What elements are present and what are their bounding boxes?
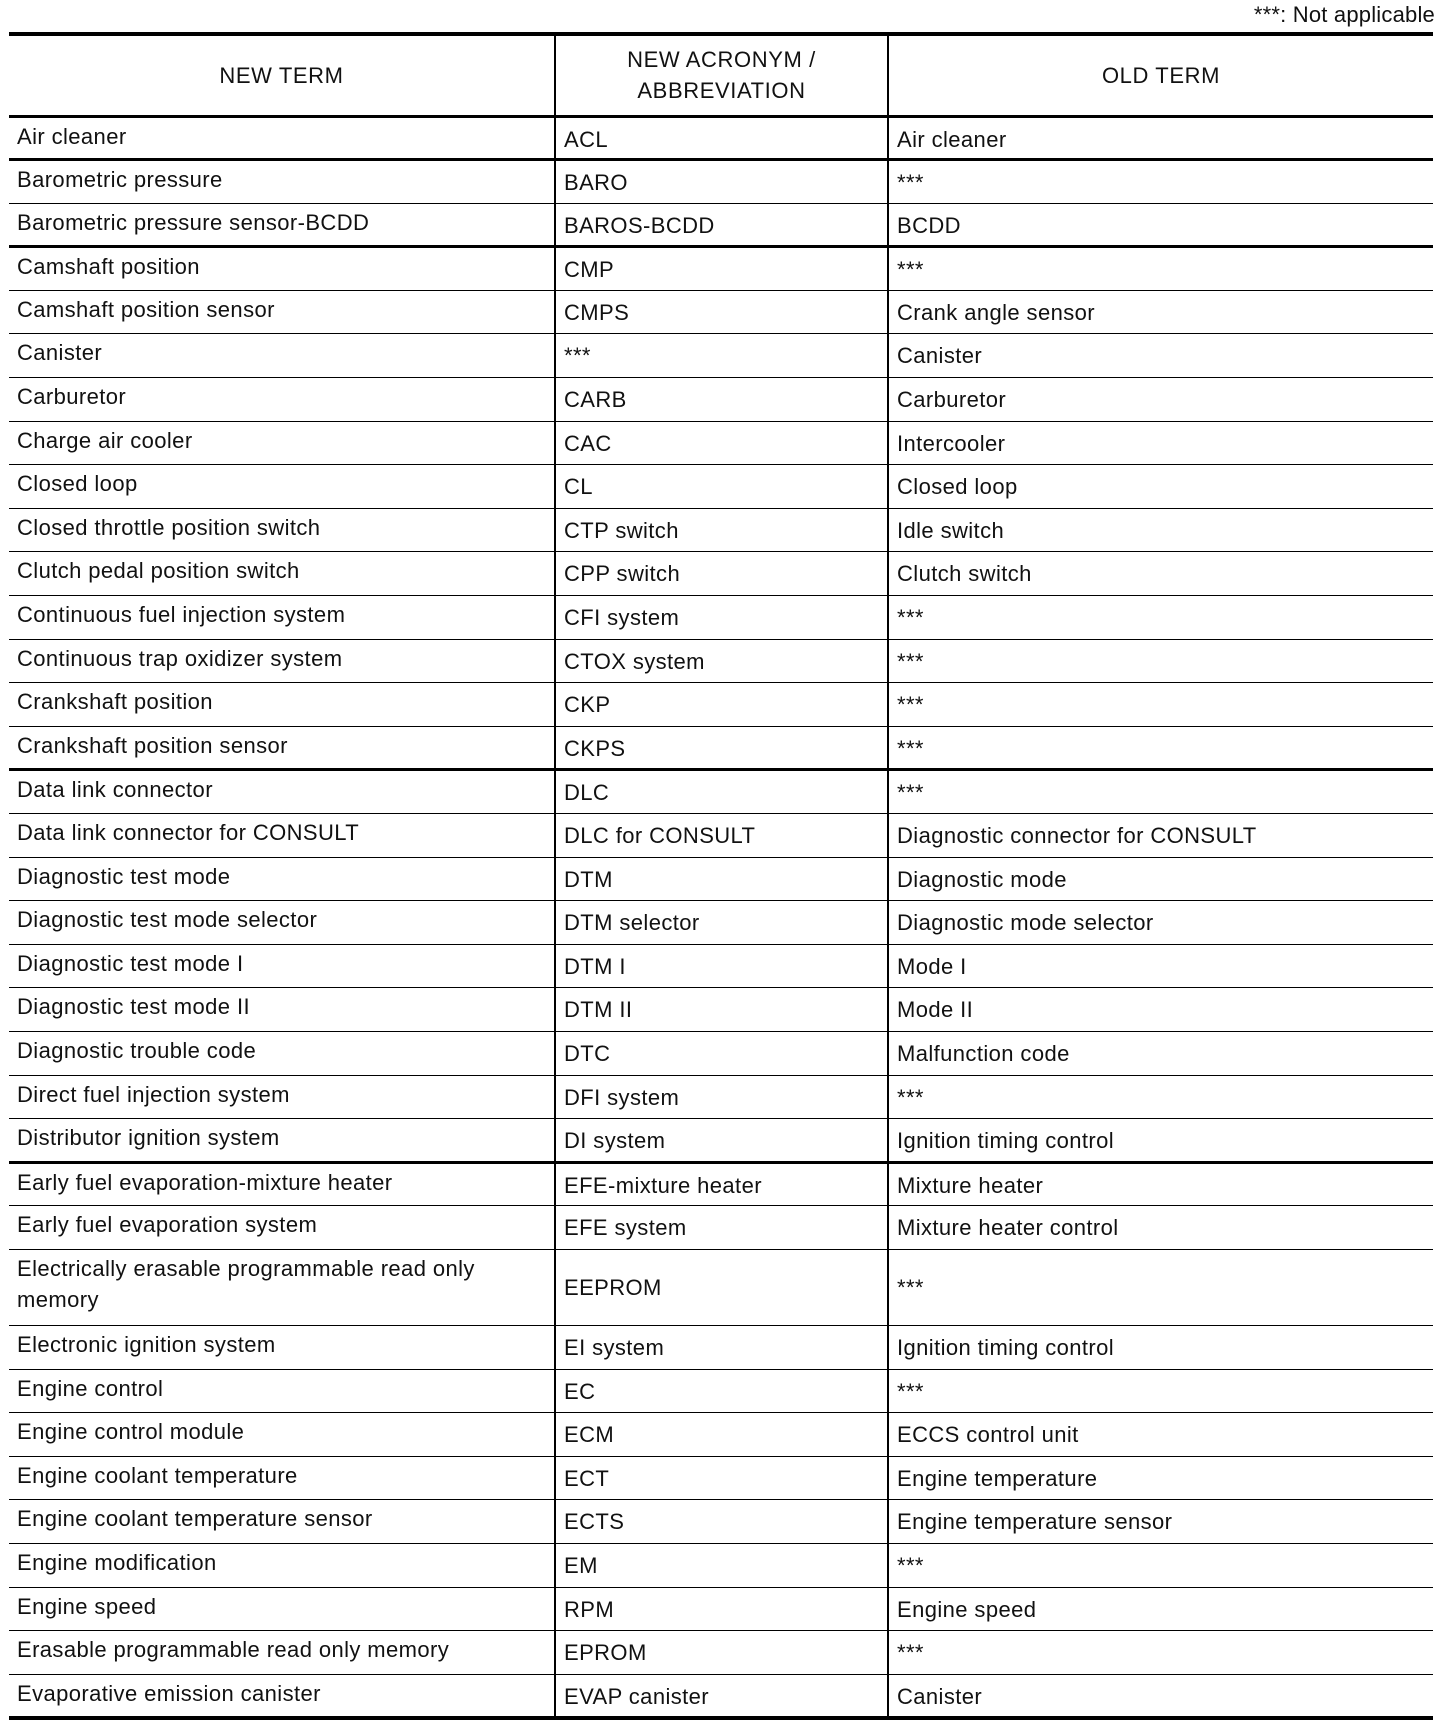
abbreviation-cell: EFE-mixture heater <box>555 1162 888 1206</box>
abbreviation-cell: DTC <box>555 1031 888 1075</box>
abbreviation-cell: CAC <box>555 421 888 465</box>
table-row <box>9 465 1433 509</box>
abbreviation-cell: CPP switch <box>555 552 888 596</box>
old-term-cell: Canister <box>888 1674 1433 1718</box>
new-term-cell: Barometric pressure <box>9 160 555 204</box>
table-row <box>9 1075 1433 1119</box>
table-row <box>9 116 1433 160</box>
abbreviation-cell: DTM <box>555 857 888 901</box>
table-row <box>9 814 1433 858</box>
old-term-cell: Diagnostic mode selector <box>888 901 1433 945</box>
table-row <box>9 1456 1433 1500</box>
abbreviation-cell: CKPS <box>555 726 888 770</box>
table-row <box>9 1674 1433 1718</box>
new-term-cell: Engine modification <box>9 1543 555 1587</box>
new-term-cell: Electrically erasable programmable read only memory <box>9 1249 555 1325</box>
old-term-cell: Carburetor <box>888 378 1433 422</box>
old-term-cell: Mixture heater control <box>888 1206 1433 1250</box>
old-term-cell: Intercooler <box>888 421 1433 465</box>
old-term-cell: BCDD <box>888 203 1433 247</box>
table-row <box>9 247 1433 291</box>
old-term-cell: Engine speed <box>888 1587 1433 1631</box>
old-term-cell: Engine temperature sensor <box>888 1500 1433 1544</box>
abbreviation-cell: BARO <box>555 160 888 204</box>
abbreviation-cell: EI system <box>555 1325 888 1369</box>
abbreviation-cell: RPM <box>555 1587 888 1631</box>
old-term-cell: Diagnostic connector for CONSULT <box>888 814 1433 858</box>
table-row <box>9 1631 1433 1675</box>
new-term-cell: Diagnostic test mode II <box>9 988 555 1032</box>
abbreviation-cell: EC <box>555 1369 888 1413</box>
new-term-cell: Crankshaft position sensor <box>9 726 555 770</box>
abbreviation-cell: EEPROM <box>555 1249 888 1325</box>
new-term-cell: Engine coolant temperature <box>9 1456 555 1500</box>
abbreviation-cell: DLC for CONSULT <box>555 814 888 858</box>
table-row <box>9 901 1433 945</box>
old-term-cell: *** <box>888 1075 1433 1119</box>
table-row <box>9 334 1433 378</box>
abbreviation-cell: ECT <box>555 1456 888 1500</box>
new-term-cell: Canister <box>9 334 555 378</box>
old-term-cell: Crank angle sensor <box>888 290 1433 334</box>
abbreviation-cell: DTM selector <box>555 901 888 945</box>
abbreviation-cell: CL <box>555 465 888 509</box>
abbreviation-cell: CARB <box>555 378 888 422</box>
table-row <box>9 203 1433 247</box>
table-row <box>9 1249 1433 1325</box>
table-header <box>9 34 1433 116</box>
new-term-cell: Camshaft position sensor <box>9 290 555 334</box>
new-term-cell: Crankshaft position <box>9 683 555 727</box>
table-row <box>9 1206 1433 1250</box>
old-term-cell: Diagnostic mode <box>888 857 1433 901</box>
terminology-table <box>9 32 1433 1720</box>
old-term-cell: ECCS control unit <box>888 1413 1433 1457</box>
table-row <box>9 726 1433 770</box>
not-applicable-legend: ***: Not applicable <box>1253 2 1435 27</box>
header-new-acronym <box>555 34 888 116</box>
new-term-cell: Engine control <box>9 1369 555 1413</box>
new-term-cell: Camshaft position <box>9 247 555 291</box>
header-row <box>9 34 1433 116</box>
table-row <box>9 1031 1433 1075</box>
old-term-cell: Engine temperature <box>888 1456 1433 1500</box>
abbreviation-cell: EPROM <box>555 1631 888 1675</box>
table-row <box>9 508 1433 552</box>
table-row <box>9 1500 1433 1544</box>
new-term-cell: Distributor ignition system <box>9 1119 555 1163</box>
table-row <box>9 1587 1433 1631</box>
abbreviation-cell: DTM I <box>555 944 888 988</box>
old-term-cell: Air cleaner <box>888 116 1433 160</box>
new-term-cell: Diagnostic trouble code <box>9 1031 555 1075</box>
header-new-acronym-line2: ABBREVIATION <box>637 78 806 104</box>
old-term-cell: Canister <box>888 334 1433 378</box>
table-row <box>9 596 1433 640</box>
table-row <box>9 1162 1433 1206</box>
table-row <box>9 421 1433 465</box>
new-term-cell: Data link connector <box>9 770 555 814</box>
table-row <box>9 160 1433 204</box>
new-term-cell: Direct fuel injection system <box>9 1075 555 1119</box>
table-row <box>9 944 1433 988</box>
table-row <box>9 1325 1433 1369</box>
new-term-cell: Charge air cooler <box>9 421 555 465</box>
header-old-term: OLD TERM <box>888 34 1433 116</box>
table-row <box>9 1543 1433 1587</box>
abbreviation-cell: DFI system <box>555 1075 888 1119</box>
old-term-cell: *** <box>888 596 1433 640</box>
table-body <box>9 116 1433 1718</box>
abbreviation-cell: CTOX system <box>555 639 888 683</box>
new-term-cell: Electronic ignition system <box>9 1325 555 1369</box>
abbreviation-cell: CTP switch <box>555 508 888 552</box>
table-row <box>9 683 1433 727</box>
new-term-cell: Carburetor <box>9 378 555 422</box>
new-term-cell: Engine coolant temperature sensor <box>9 1500 555 1544</box>
header-new-term: NEW TERM <box>9 34 555 116</box>
new-term-cell: Continuous fuel injection system <box>9 596 555 640</box>
old-term-cell: Malfunction code <box>888 1031 1433 1075</box>
old-term-cell: Mixture heater <box>888 1162 1433 1206</box>
table-row <box>9 552 1433 596</box>
new-term-cell: Continuous trap oxidizer system <box>9 639 555 683</box>
abbreviation-cell: CKP <box>555 683 888 727</box>
new-term-cell: Clutch pedal position switch <box>9 552 555 596</box>
old-term-cell: Mode I <box>888 944 1433 988</box>
old-term-cell: Idle switch <box>888 508 1433 552</box>
new-term-cell: Engine speed <box>9 1587 555 1631</box>
new-term-cell: Diagnostic test mode selector <box>9 901 555 945</box>
old-term-cell: Closed loop <box>888 465 1433 509</box>
table-row <box>9 1119 1433 1163</box>
abbreviation-cell: DLC <box>555 770 888 814</box>
abbreviation-cell: EFE system <box>555 1206 888 1250</box>
new-term-cell: Erasable programmable read only memory <box>9 1631 555 1675</box>
new-term-cell: Engine control module <box>9 1413 555 1457</box>
old-term-cell: *** <box>888 1249 1433 1325</box>
old-term-cell: *** <box>888 1543 1433 1587</box>
new-term-cell: Data link connector for CONSULT <box>9 814 555 858</box>
abbreviation-cell: CFI system <box>555 596 888 640</box>
new-term-cell: Closed loop <box>9 465 555 509</box>
old-term-cell: Mode II <box>888 988 1433 1032</box>
table-row <box>9 378 1433 422</box>
abbreviation-cell: CMPS <box>555 290 888 334</box>
old-term-cell: *** <box>888 160 1433 204</box>
old-term-cell: Ignition timing control <box>888 1325 1433 1369</box>
abbreviation-cell: EM <box>555 1543 888 1587</box>
table-row <box>9 1369 1433 1413</box>
abbreviation-cell: *** <box>555 334 888 378</box>
old-term-cell: *** <box>888 683 1433 727</box>
abbreviation-cell: CMP <box>555 247 888 291</box>
new-term-cell: Diagnostic test mode <box>9 857 555 901</box>
table-row <box>9 857 1433 901</box>
abbreviation-cell: BAROS-BCDD <box>555 203 888 247</box>
old-term-cell: Clutch switch <box>888 552 1433 596</box>
table-row <box>9 770 1433 814</box>
new-term-cell: Diagnostic test mode I <box>9 944 555 988</box>
new-term-cell: Early fuel evaporation system <box>9 1206 555 1250</box>
table-row <box>9 639 1433 683</box>
header-new-acronym-line1: NEW ACRONYM / <box>627 47 816 73</box>
new-term-cell: Early fuel evaporation-mixture heater <box>9 1162 555 1206</box>
table-row <box>9 290 1433 334</box>
abbreviation-cell: ECTS <box>555 1500 888 1544</box>
old-term-cell: *** <box>888 726 1433 770</box>
new-term-cell: Barometric pressure sensor-BCDD <box>9 203 555 247</box>
abbreviation-cell: EVAP canister <box>555 1674 888 1718</box>
old-term-cell: Ignition timing control <box>888 1119 1433 1163</box>
new-term-cell: Closed throttle position switch <box>9 508 555 552</box>
abbreviation-cell: ECM <box>555 1413 888 1457</box>
new-term-cell: Evaporative emission canister <box>9 1674 555 1718</box>
table-row <box>9 988 1433 1032</box>
abbreviation-cell: ACL <box>555 116 888 160</box>
abbreviation-cell: DI system <box>555 1119 888 1163</box>
new-term-cell: Air cleaner <box>9 116 555 160</box>
old-term-cell: *** <box>888 1369 1433 1413</box>
table-row <box>9 1413 1433 1457</box>
old-term-cell: *** <box>888 247 1433 291</box>
abbreviation-cell: DTM II <box>555 988 888 1032</box>
old-term-cell: *** <box>888 770 1433 814</box>
old-term-cell: *** <box>888 1631 1433 1675</box>
old-term-cell: *** <box>888 639 1433 683</box>
